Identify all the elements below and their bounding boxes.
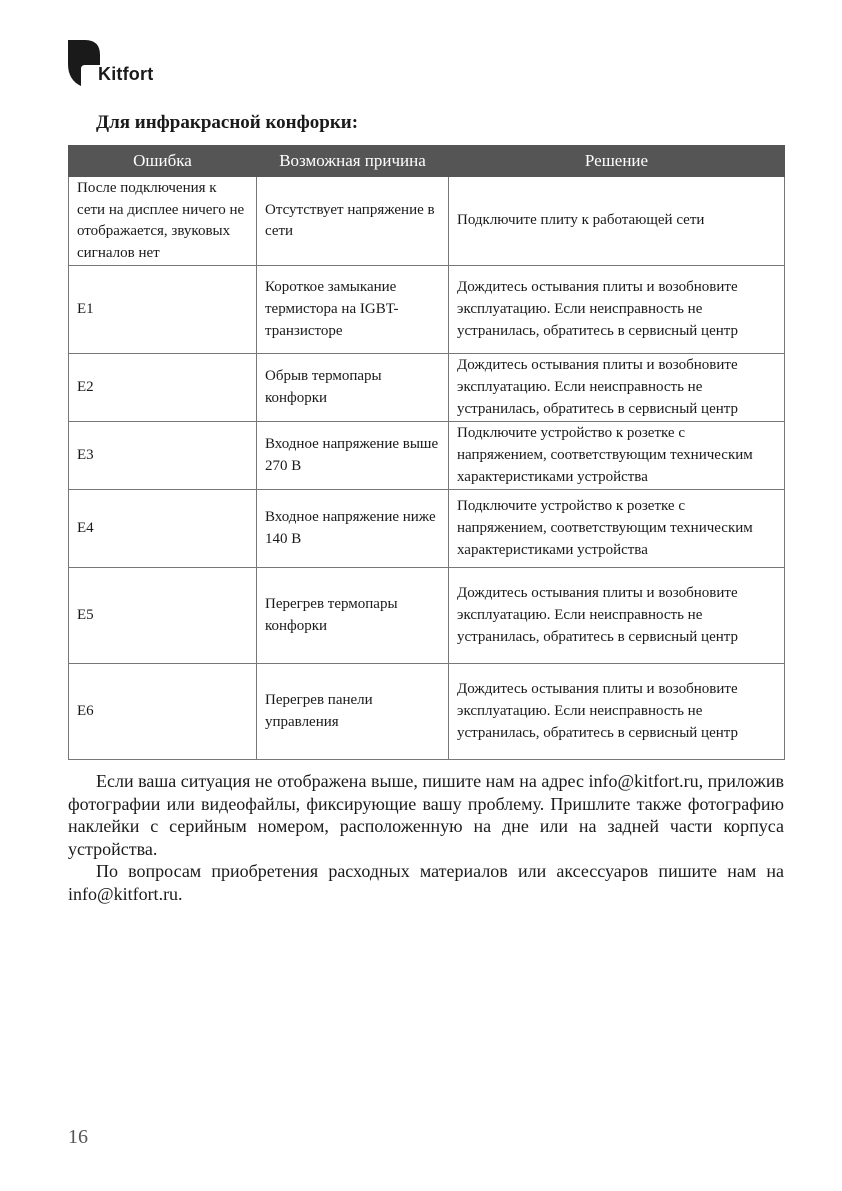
- solution-cell: Подключите плиту к работающей сети: [449, 177, 785, 266]
- table-row: [69, 422, 785, 490]
- solution-cell: Дождитесь остывания плиты и возобновите эксплуатацию. Если неисправность не устранилась, обратитесь в сервисный центр: [449, 664, 785, 760]
- brand-name: Kitfort: [98, 64, 154, 84]
- solution-cell: Подключите устройство к розетке с напряжением, соответствующим техническим характеристиками устройства: [449, 490, 785, 568]
- table-row: [69, 568, 785, 664]
- error-cell: E5: [69, 568, 257, 664]
- table-row: [69, 490, 785, 568]
- cause-cell: Входное напряжение ниже 140 В: [257, 490, 449, 568]
- solution-cell: Подключите устройство к розетке с напряжением, соответствующим техническим характеристиками устройства: [449, 422, 785, 490]
- body-text: [68, 770, 784, 905]
- header-cause: Возможная причина: [257, 146, 449, 177]
- page-number: 16: [68, 1126, 88, 1148]
- error-cell: E1: [69, 266, 257, 354]
- error-cell: E3: [69, 422, 257, 490]
- solution-cell: Дождитесь остывания плиты и возобновите эксплуатацию. Если неисправность не устранилась, обратитесь в сервисный центр: [449, 568, 785, 664]
- error-cell: E4: [69, 490, 257, 568]
- cause-cell: Входное напряжение выше 270 В: [257, 422, 449, 490]
- cause-cell: Короткое замыкание термистора на IGBT-транзисторе: [257, 266, 449, 354]
- cause-cell: Перегрев термопары конфорки: [257, 568, 449, 664]
- solution-cell: Дождитесь остывания плиты и возобновите эксплуатацию. Если неисправность не устранилась, обратитесь в сервисный центр: [449, 354, 785, 422]
- header-solution: Решение: [449, 146, 785, 177]
- error-cell: E6: [69, 664, 257, 760]
- accessories-paragraph: По вопросам приобретения расходных материалов или аксессуаров пишите нам на info@kitfort.ru.: [68, 861, 784, 904]
- error-cell: E2: [69, 354, 257, 422]
- brand-logo: [68, 40, 153, 86]
- error-cell: После подключения к сети на дисплее ничего не отображается, звуковых сигналов нет: [69, 177, 257, 266]
- table-row: [69, 266, 785, 354]
- error-table: [68, 145, 785, 760]
- cause-cell: Отсутствует напряжение в сети: [257, 177, 449, 266]
- contact-paragraph: Если ваша ситуация не отображена выше, пишите нам на адрес info@kitfort.ru, приложив фотографии или видеофайлы, фиксирующие вашу проблему. Пришлите также фотографию наклейки с серийным номером, расположенную на дне или на задней части корпуса устройства.: [68, 771, 784, 859]
- header-error: Ошибка: [69, 146, 257, 177]
- section-title: Для инфракрасной конфорки:: [96, 112, 359, 133]
- table-header-row: [69, 146, 785, 177]
- solution-cell: Дождитесь остывания плиты и возобновите эксплуатацию. Если неисправность не устранилась, обратитесь в сервисный центр: [449, 266, 785, 354]
- table-row: [69, 354, 785, 422]
- table-row: [69, 664, 785, 760]
- table-row: [69, 177, 785, 266]
- cause-cell: Перегрев панели управления: [257, 664, 449, 760]
- cause-cell: Обрыв термопары конфорки: [257, 354, 449, 422]
- kitfort-logo-icon: [68, 40, 100, 86]
